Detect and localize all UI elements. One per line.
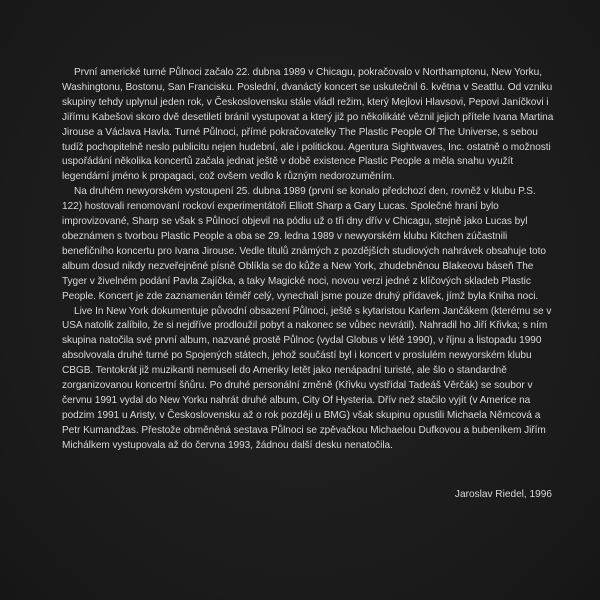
paragraph-3: Live In New York dokumentuje původní obsazení Půlnoci, ještě s kytaristou Karlem Jančákem (kterému se v USA natolik zalíbilo, že si nejdříve prodloužil pobyt a nakonec se vůbec nevrátil). Nahradil ho Jiří Křivka; s ním skupina natočila své první album, nazvané prostě Půlnoc (vydal Globus v létě 1990), v říjnu a listopadu 1990 absolvovala druhé turné po Spojených státech, jehož součástí byl i koncert v proslulém newyorském klubu CBGB. Tentokrát již muzikanti nemuseli do Ameriky letět jako nenápadní turisté, ale šlo o standardně zorganizovanou koncertní šňůru. Po druhé personální změně (Křivku vystřídal Tadeáš Věrčák) se soubor v červnu 1991 vydal do New Yorku nahrát druhé album, City Of Hysteria. Dřív než stačilo vyjít (v Americe na podzim 1991 u Aristy, v Československu až o rok později u BMG) však skupinu opustili Michaela Němcová a Petr Kumandžas. Přestože obměněná sestava Půlnoci se zpěvačkou Michaelou Dufkovou a bubeníkem Jiřím Michálkem vystupovala až do června 1993, žádnou další desku nenatočila.	[62, 305, 552, 451]
paragraph-1: První americké turné Půlnoci začalo 22. dubna 1989 v Chicagu, pokračovalo v Northamptonu, New Yorku, Washingtonu, Bostonu, San Francisku. Poslední, dvanáctý koncert se uskutečnil 6. května v Seattlu. Od vzniku skupiny tehdy uplynul jeden rok, v Československu stále vládl režim, který Mejlovi Hlavsovi, Pepovi Janíčkovi i Jiřímu Kabešovi skoro dvě desetiletí bránil vystupovat a který již po několikáté věznil jejich přítele Ivana Martina Jirouse a Václava Havla. Turné Půlnoci, přímé pokračovatelky The Plastic People Of The Universe, s sebou tudíž pochopitelně neslo publicitu nejen hudební, ale i politickou. Agentura Sightwaves, Inc. ostatně o možnosti uspořádání několika koncertů začala jednat ještě v době existence Plastic People a měla snahu využít legendární jméno k propagaci, což ovšem vedlo k různým nedorozuměním.	[62, 67, 554, 183]
paragraph-2: Na druhém newyorském vystoupení 25. dubna 1989 (první se konalo předchozí den, rovněž v klubu P.S. 122) hostovali renomovaní rockoví experimentátoři Elliott Sharp a Gary Lucas. Společné hraní bylo improvizované, Sharp se však s Půlnocí objevil na pódiu už o tři dny dřív v Chicagu, stejně jako Lucas byl obeznámen s tvorbou Plastic People a oba se 29. ledna 1989 v newyorském klubu Kitchen zúčastnili benefičního koncertu pro Ivana Jirouse. Vedle titulů známých z pozdějších studiových nahrávek obsahuje toto album dosud nikdy nezveřejněné písně Oblíkla se do kůže a New York, zhudebněnou Blakeovu báseň The Tyger v živelném podání Pavla Zajíčka, a taky Magické noci, novou verzi jedné z klíčových skladeb Plastic People. Koncert je zde zaznamenán téměř celý, vynechali jsme pouze druhý přídavek, jímž byla Kniha noci.	[62, 186, 546, 302]
liner-notes-text	[62, 66, 554, 454]
author-signature: Jaroslav Riedel, 1996	[454, 489, 552, 500]
